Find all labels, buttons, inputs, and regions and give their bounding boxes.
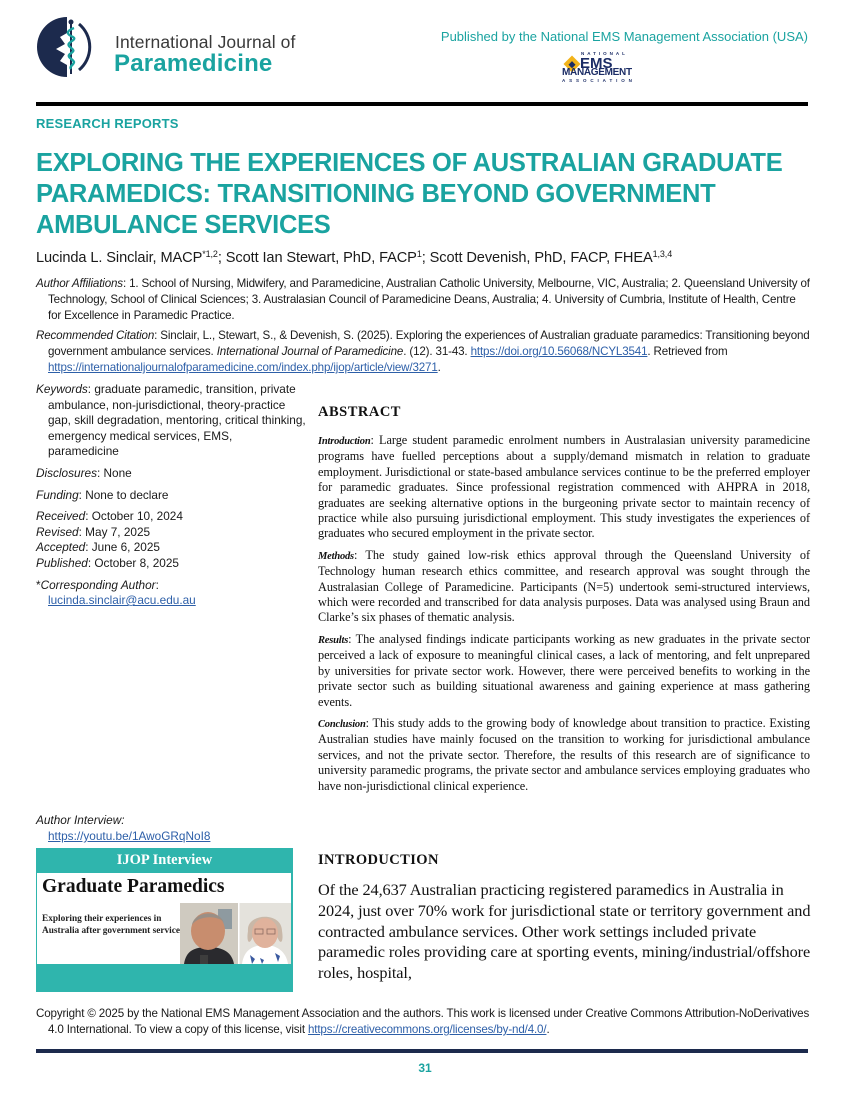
abstract-section-text: : Large student paramedic enrolment numbers in Australasian university paramedicine programs have fuelled perceptions about a supply/demand mismatch in relation to graduate employment. Jurisdictional or state-based ambulance services continue to be the preferred employer for paramedic graduates. Since professional registration commenced with AHPRA in 2018, graduates are seeking alternative options in the burgeoning private sector to maintain recency of practice while also pursuing jurisdictional employment. This study investigates the experiences of graduates who secured employment in the private sector. bbox=[318, 433, 810, 541]
article-title: EXPLORING THE EXPERIENCES OF AUSTRALIAN GRADUATE PARAMEDICS: TRANSITIONING BEYOND GOVERNMENT AMBULANCE SERVICES bbox=[36, 149, 783, 239]
disclosures-label: Disclosures bbox=[36, 465, 97, 480]
corresponding-author bbox=[36, 578, 251, 609]
author-affiliation-sup: *1,2 bbox=[202, 249, 218, 259]
corresponding-sep: : bbox=[155, 577, 159, 592]
author-name: Scott Devenish, PhD, FACP, FHEA bbox=[429, 250, 653, 266]
author-name: Scott Ian Stewart, PhD, FACP bbox=[225, 250, 417, 266]
copyright-notice bbox=[36, 1006, 816, 1038]
corresponding-email-link[interactable]: lucinda.sinclair@acu.edu.au bbox=[48, 593, 196, 608]
funding-label: Funding bbox=[36, 487, 79, 502]
author-affiliations bbox=[36, 276, 811, 324]
author-affiliation-sup: 1,3,4 bbox=[652, 249, 673, 259]
keywords-label: Keywords bbox=[36, 382, 88, 396]
abstract-methods bbox=[318, 548, 810, 626]
abstract-introduction bbox=[318, 433, 810, 542]
citation-label: Recommended Citation bbox=[36, 329, 155, 342]
abstract bbox=[318, 404, 810, 800]
revised-label: Revised bbox=[36, 524, 79, 539]
disclosures-text: : None bbox=[96, 465, 132, 480]
author-list bbox=[36, 250, 672, 266]
funding bbox=[36, 488, 306, 504]
received-date bbox=[36, 509, 306, 525]
author-interview-link[interactable]: https://youtu.be/1AwoGRqNoI8 bbox=[48, 829, 211, 843]
journal-name-line1: International Journal of bbox=[115, 32, 296, 52]
citation-volume-pages: . (12). 31-43. bbox=[403, 345, 471, 358]
nema-logo-management: MANAGEMENT bbox=[562, 67, 632, 78]
nema-logo-ems: EMS bbox=[580, 55, 613, 72]
nema-logo-top: NATIONAL bbox=[581, 51, 628, 56]
video-title: Graduate Paramedics bbox=[42, 876, 225, 897]
citation-retrieved: . Retrieved from bbox=[647, 345, 728, 358]
copyright-text: Copyright © 2025 by the National EMS Management Association and the authors. This work is licensed under Creative Commons Attribution-NoDerivatives 4.0 International. To view a copy of this license, visit bbox=[36, 1007, 810, 1036]
revised-value: : May 7, 2025 bbox=[78, 524, 151, 539]
section-label: RESEARCH REPORTS bbox=[36, 116, 179, 131]
citation-end: . bbox=[437, 361, 441, 374]
abstract-heading: ABSTRACT bbox=[318, 404, 401, 420]
video-header: IJOP Interview bbox=[116, 852, 213, 868]
recommended-citation bbox=[36, 328, 811, 376]
video-body bbox=[37, 873, 291, 964]
citation-text: : Sinclair, L., Stewart, S., & Devenish, S. (2025). Exploring the experiences of Australian graduate paramedics: Transitioning beyond government ambulance services. bbox=[48, 329, 810, 358]
received-value: : October 10, 2024 bbox=[85, 509, 183, 524]
page-number: 31 bbox=[418, 1061, 432, 1075]
author-affiliation-sup: 1 bbox=[416, 249, 422, 259]
corresponding-asterisk: * bbox=[36, 577, 41, 592]
abstract-section-label: Results bbox=[318, 634, 349, 646]
published-date bbox=[36, 556, 306, 572]
abstract-section-label: Methods bbox=[318, 550, 354, 562]
corresponding-label: Corresponding Author bbox=[40, 577, 156, 592]
abstract-section-text: : This study adds to the growing body of knowledge about transition to practice. Existing Australian studies have mainly focused on the transition to working for jurisdictional ambulance services, and not the private sector. Therefore, the results of this research are of significance to university paramedic programs, the private sector and ambulance services employing graduates who have non-jurisdictional clinical experience. bbox=[318, 715, 810, 793]
abstract-section-text: : The analysed findings indicate participants working as new graduates in the private sector perceived a lack of exposure to meaningful clinical cases, a lack of mentoring, and felt unprepared by universities for private sector work. However, there were perceived benefits to working in the private sector such as building situational awareness and gaining experience at mass gathering events. bbox=[318, 631, 810, 709]
affiliations-label: Author Affiliations bbox=[36, 277, 123, 290]
footer-divider bbox=[36, 1049, 808, 1053]
star-of-life-logo-icon bbox=[36, 16, 106, 78]
accepted-value: : June 6, 2025 bbox=[85, 540, 160, 555]
author-name: Lucinda L. Sinclair, MACP bbox=[36, 250, 203, 266]
header-divider bbox=[36, 102, 808, 106]
author-separator: ; bbox=[421, 250, 430, 266]
introduction-heading: INTRODUCTION bbox=[318, 852, 439, 868]
affiliations-text: : 1. School of Nursing, Midwifery, and Paramedicine, Australian Catholic University, Melbourne, VIC, Australia; 2. Queensland University of Technology, School of Clinical Sciences; 3. Australasian Council of Paramedicine Deans, Australia; 4. University of Cumbria, Institute of Health, Centre for Excellence in Paramedic Practice. bbox=[48, 277, 810, 322]
accepted-date bbox=[36, 540, 306, 556]
keywords-text: : graduate paramedic, transition, private ambulance, non-jurisdictional, theory-practice gap, skill degradation, mentoring, critical thinking, emergency medical services, EMS, paramedicine bbox=[48, 382, 306, 459]
keywords bbox=[36, 382, 306, 460]
abstract-conclusion bbox=[318, 716, 810, 794]
accepted-label: Accepted bbox=[36, 540, 86, 555]
citation-journal: International Journal of Paramedicine bbox=[216, 345, 404, 358]
license-link[interactable]: https://creativecommons.org/licenses/by-nd/4.0/ bbox=[307, 1023, 547, 1036]
journal-name-line2: Paramedicine bbox=[114, 50, 273, 77]
published-value: : October 8, 2025 bbox=[87, 555, 179, 570]
journal-logo bbox=[36, 16, 296, 78]
interview-video-thumbnail[interactable] bbox=[36, 848, 293, 992]
copyright-end: . bbox=[546, 1023, 550, 1036]
author-separator: ; bbox=[217, 250, 226, 266]
abstract-section-label: Introduction bbox=[318, 436, 371, 447]
introduction-text: Of the 24,637 Australian practicing registered paramedics in Australia in 2024, just over 70% work for jurisdictional state or territory government and contracted ambulance services. Other work settings included private paramedic roles providing care at sporting events, mining/industrial/offshore roles, hospital, bbox=[318, 880, 811, 983]
article-url-link[interactable]: https://internationaljournalofparamedicine.com/index.php/ijop/article/view/3271 bbox=[48, 361, 438, 374]
disclosures bbox=[36, 466, 306, 482]
abstract-section-text: : The study gained low-risk ethics approval through the Queensland University of Technology human research ethics committee, and research approval was sought through the Australasian College of Paramedicine. Participants (N=5) undertook semi-structured interviews, which were recorded and transcribed for data analysis purposes. Data was analysed using Braun and Clarke’s six phases of thematic analysis. bbox=[318, 547, 810, 625]
nema-logo bbox=[562, 51, 648, 86]
funding-text: : None to declare bbox=[78, 487, 169, 502]
abstract-section-label: Conclusion bbox=[318, 718, 366, 730]
publisher-line: Published by the National EMS Management Association (USA) bbox=[440, 29, 808, 44]
interview-participants-photo bbox=[180, 903, 291, 964]
video-subtitle: Exploring their experiences in Australia after government service bbox=[42, 914, 180, 936]
article-metadata-sidebar bbox=[36, 382, 306, 615]
revised-date bbox=[36, 525, 306, 541]
doi-link[interactable]: https://doi.org/10.56068/NCYL3541 bbox=[470, 345, 648, 358]
published-label: Published bbox=[36, 555, 88, 570]
author-interview-label: Author Interview: bbox=[36, 813, 125, 827]
received-label: Received bbox=[36, 509, 86, 524]
abstract-results bbox=[318, 632, 810, 710]
nema-logo-bottom: ASSOCIATION bbox=[562, 78, 636, 83]
